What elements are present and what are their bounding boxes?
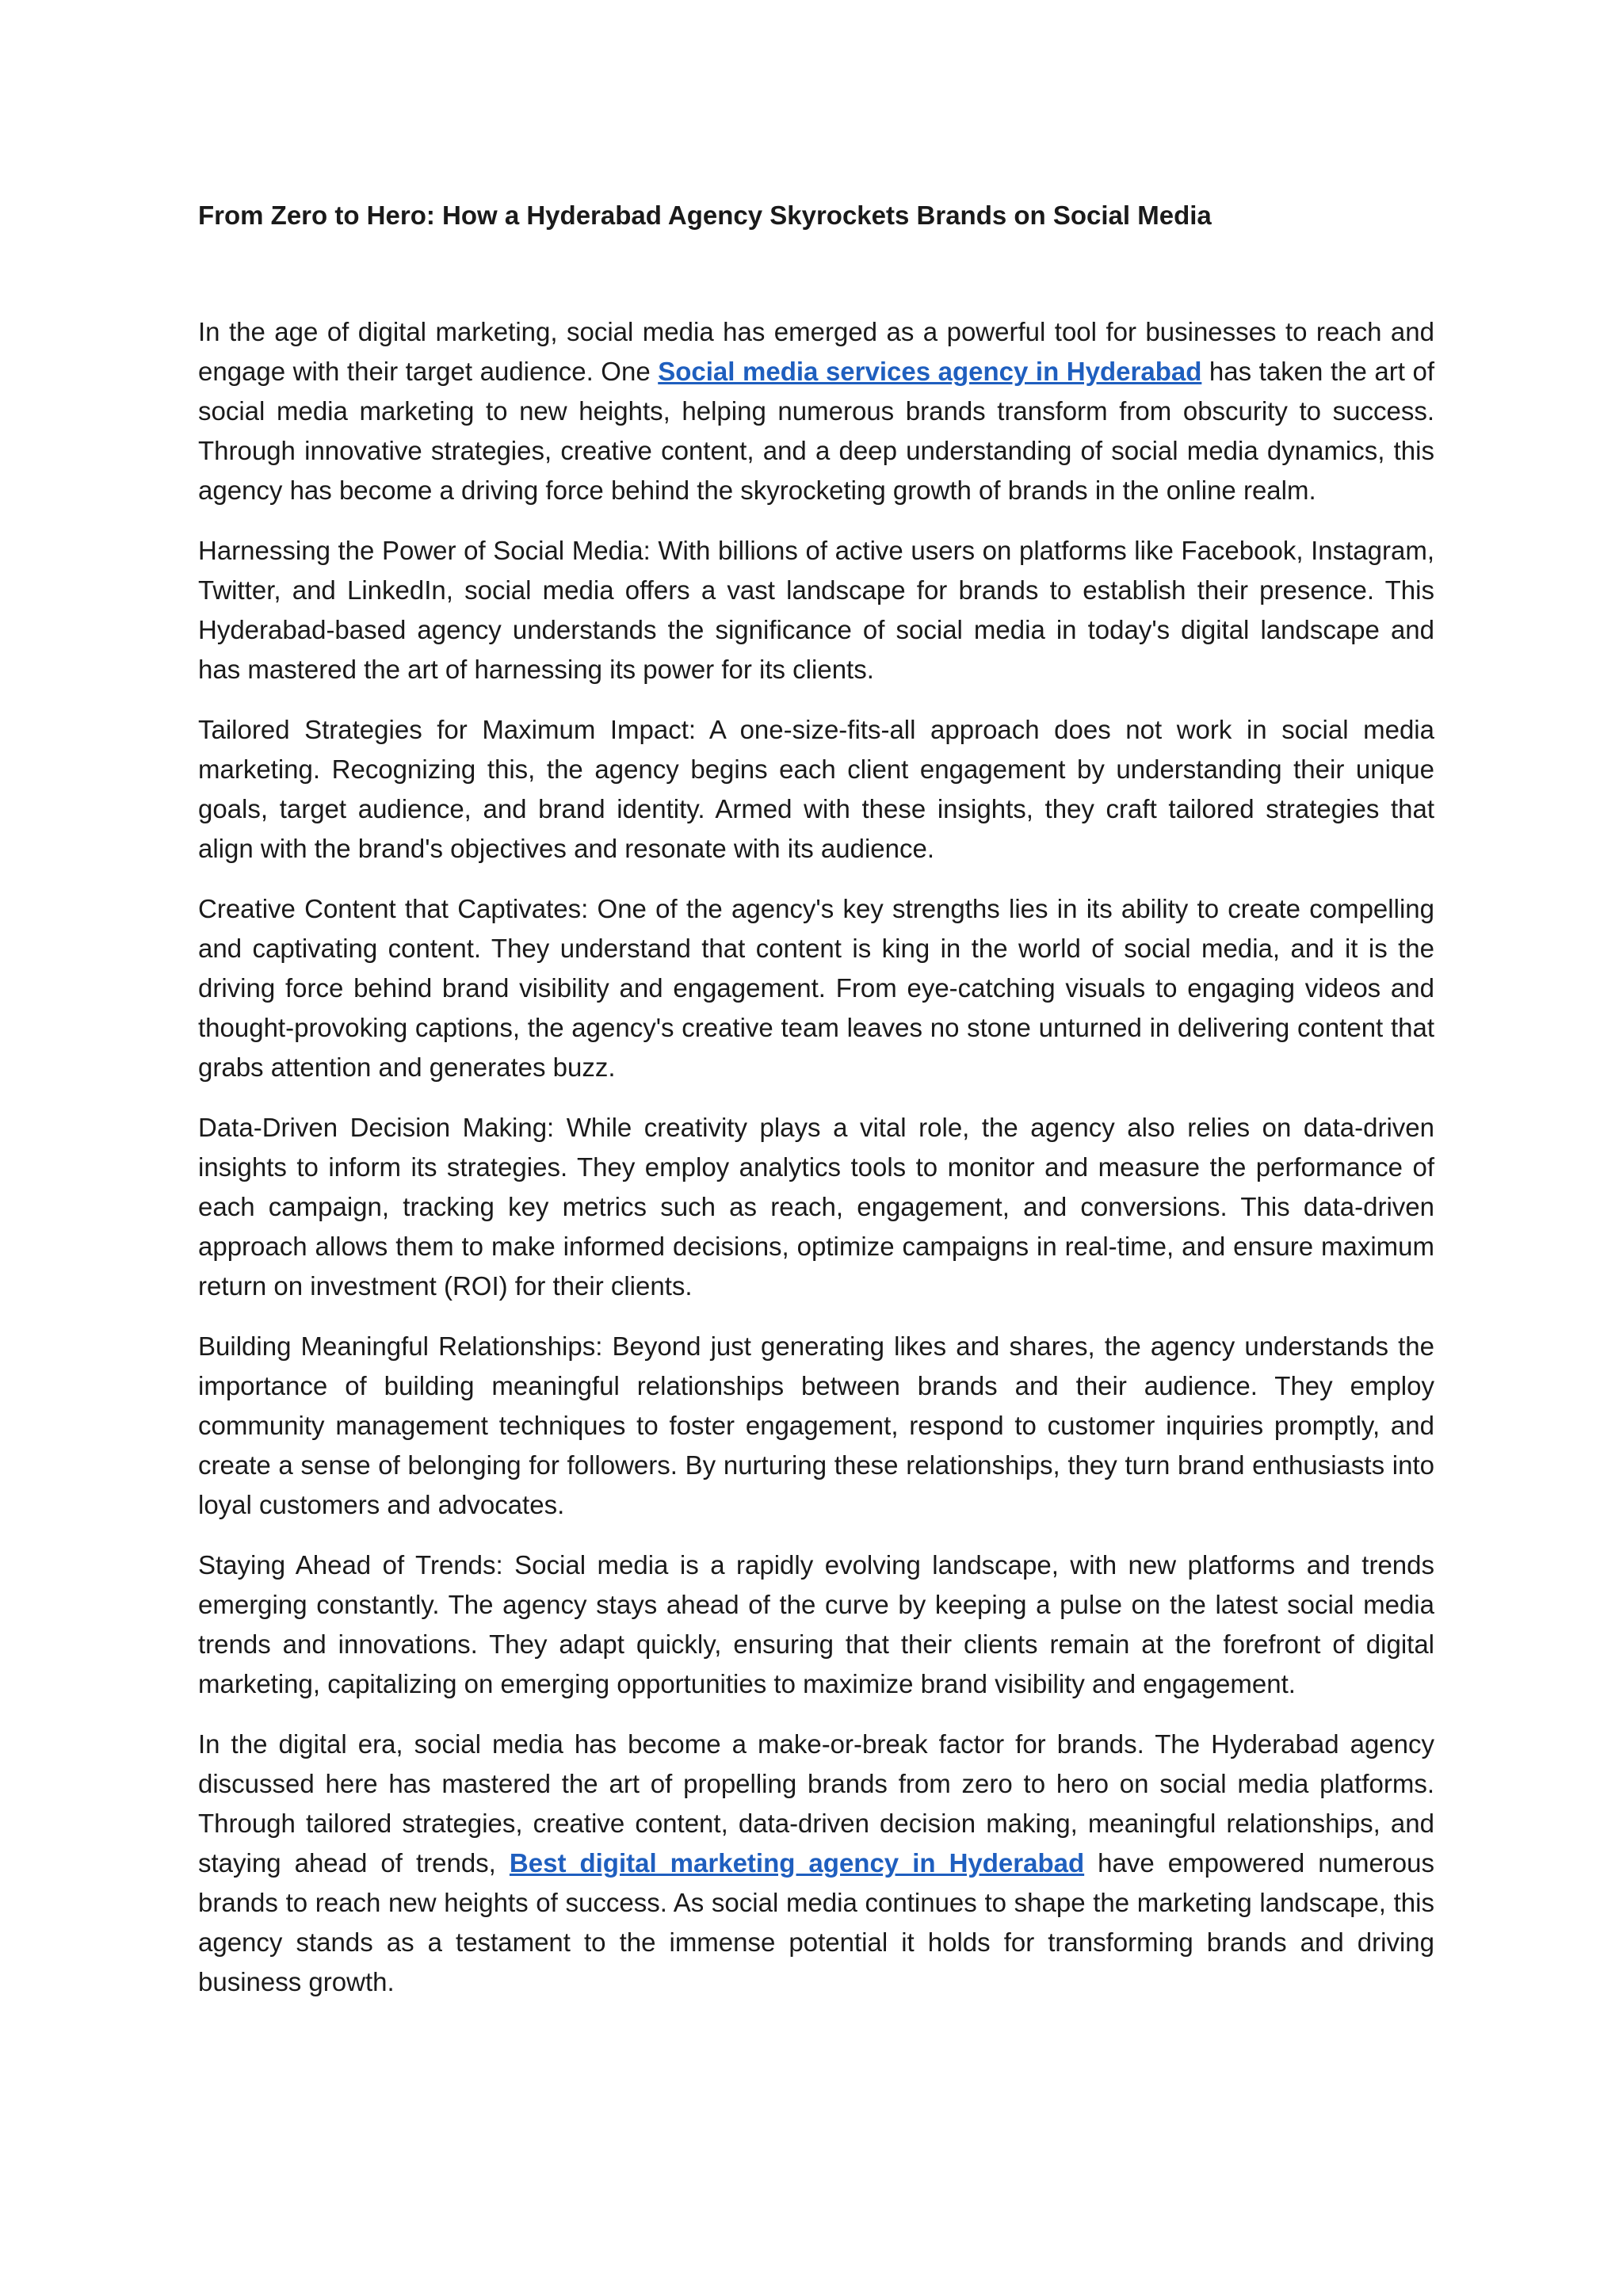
conclusion-text-before-link: In the digital era, social media has become a make-or-break factor for brands. The Hyderabad agency discussed here has mastered the art of propelling brands from zero to hero on social media platforms. Through tailored strategies, creative content, data-driven decision making, meaningful relationships, and staying ahead of trends, xyxy=(198,1729,1434,1878)
intro-text-after-link: has taken the art of social media marketing to new heights, helping numerous brands transform from obscurity to success. Through innovative strategies, creative content, and a deep understanding of social media dynamics, this agency has become a driving force behind the skyrocketing growth of brands in the online realm. xyxy=(198,357,1434,505)
digital-marketing-agency-link[interactable]: Best digital marketing agency in Hyderabad xyxy=(509,1848,1085,1878)
document-body xyxy=(198,197,1434,2023)
paragraph-relationships: Building Meaningful Relationships: Beyond just generating likes and shares, the agency understands the importance of building meaningful relationships between brands and their audience. They employ community management techniques to foster engagement, respond to customer inquiries promptly, and create a sense of belonging for followers. By nurturing these relationships, they turn brand enthusiasts into loyal customers and advocates. xyxy=(198,1331,1434,1519)
paragraph-harnessing-power: Harnessing the Power of Social Media: With billions of active users on platforms like Facebook, Instagram, Twitter, and LinkedIn, social media offers a vast landscape for brands to establish their presence. This Hyderabad-based agency understands the significance of social media in today's digital landscape and has mastered the art of harnessing its power for its clients. xyxy=(198,536,1434,684)
conclusion-paragraph xyxy=(198,1725,1434,2002)
paragraph-trends: Staying Ahead of Trends: Social media is a rapidly evolving landscape, with new platforms and trends emerging constantly. The agency stays ahead of the curve by keeping a pulse on the latest social media trends and innovations. They adapt quickly, ensuring that their clients remain at the forefront of digital marketing, capitalizing on emerging opportunities to maximize brand visibility and engagement. xyxy=(198,1550,1434,1698)
paragraph-data-driven: Data-Driven Decision Making: While creativity plays a vital role, the agency also relies on data-driven insights to inform its strategies. They employ analytics tools to monitor and measure the performance of each campaign, tracking key metrics such as reach, engagement, and conversions. This data-driven approach allows them to make informed decisions, optimize campaigns in real-time, and ensure maximum return on investment (ROI) for their clients. xyxy=(198,1113,1434,1301)
document-title: From Zero to Hero: How a Hyderabad Agency Skyrockets Brands on Social Media xyxy=(198,201,1212,230)
conclusion-text-after-link: have empowered numerous brands to reach new heights of success. As social media continues to shape the marketing landscape, this agency stands as a testament to the immense potential it holds for transforming brands and driving business growth. xyxy=(198,1848,1434,1996)
paragraph-tailored-strategies: Tailored Strategies for Maximum Impact: A one-size-fits-all approach does not work in social media marketing. Recognizing this, the agency begins each client engagement by understanding their unique goals, target audience, and brand identity. Armed with these insights, they craft tailored strategies that align with the brand's objectives and resonate with its audience. xyxy=(198,715,1434,863)
social-media-agency-link[interactable]: Social media services agency in Hyderabad xyxy=(658,357,1202,386)
intro-paragraph xyxy=(198,312,1434,510)
intro-text-before-link: In the age of digital marketing, social media has emerged as a powerful tool for businesses to reach and engage with their target audience. One xyxy=(198,317,1434,386)
paragraph-creative-content: Creative Content that Captivates: One of the agency's key strengths lies in its ability to create compelling and captivating content. They understand that content is king in the world of social media, and it is the driving force behind brand visibility and engagement. From eye-catching visuals to engaging videos and thought-provoking captions, the agency's creative team leaves no stone unturned in delivering content that grabs attention and generates buzz. xyxy=(198,894,1434,1082)
